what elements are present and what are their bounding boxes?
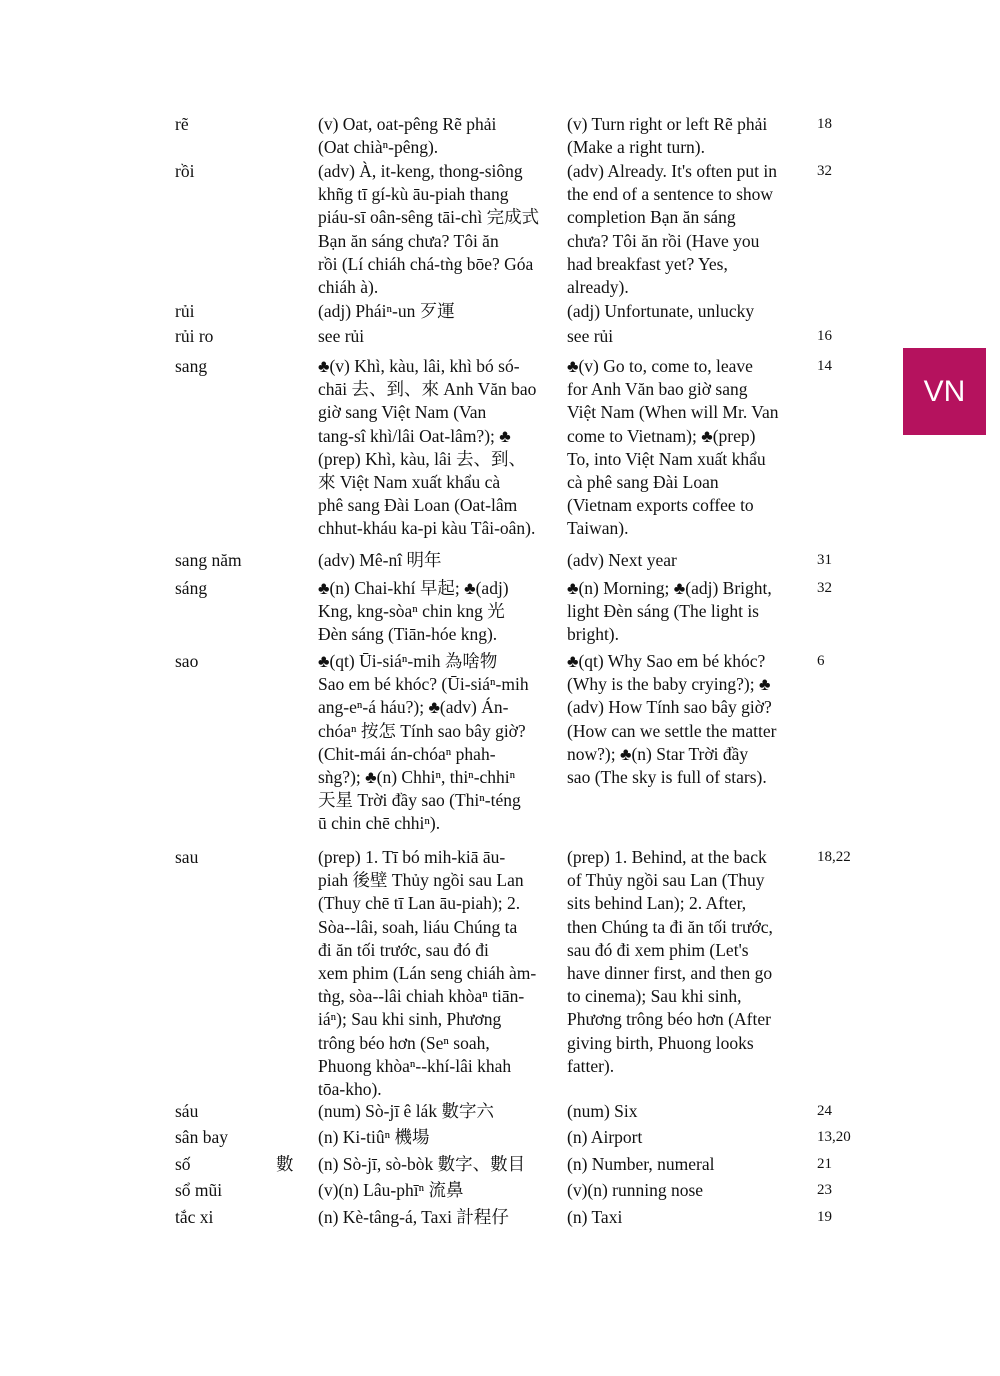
definition-line: Phương trông béo hơn (After <box>567 1009 771 1030</box>
definition-line: (adv) Already. It's often put in <box>567 161 778 181</box>
definition-line: trông béo hơn (Seⁿ soah, <box>318 1032 490 1053</box>
language-section-tab <box>903 348 986 435</box>
definition-line: (prep) 1. Tī bó mih-kiā āu- <box>318 847 506 867</box>
headword: sáng <box>175 578 208 598</box>
definition-line: (adv) À, it-keng, thong-siông <box>318 161 523 181</box>
page-reference: 23 <box>817 1182 832 1198</box>
definition-line: to cinema); Sau khi sinh, <box>567 986 742 1007</box>
definition-line: (How can we settle the matter <box>567 720 777 741</box>
definition-line: sao (The sky is full of stars). <box>567 767 767 788</box>
definition-line: (v)(n) running nose <box>567 1180 704 1200</box>
definition-line: 天星 Trời đầy sao (Thiⁿ-téng <box>318 790 521 811</box>
page-reference: 14 <box>817 358 832 374</box>
definition-line: (adv) Mê-nî 明年 <box>318 550 442 570</box>
taiwanese-definition <box>318 1153 554 1176</box>
definition-line: chưa? Tôi ăn rồi (Have you <box>567 230 760 251</box>
definition-line: Đèn sáng (Tiān-hóe kng). <box>318 624 498 645</box>
definition-line: Taiwan). <box>567 518 629 539</box>
english-definition <box>567 1206 812 1229</box>
definition-line: light Đèn sáng (The light is <box>567 601 759 622</box>
definition-line: chiáh à). <box>318 277 379 298</box>
definition-line: of Thủy ngồi sau Lan (Thuy <box>567 870 765 891</box>
headword: sáu <box>175 1101 199 1121</box>
taiwanese-definition <box>318 1206 554 1229</box>
definition-line: (v) Turn right or left Rẽ phải <box>567 114 768 134</box>
definition-line: ♣(v) Khì, kàu, lâi, khì bó só- <box>318 356 520 376</box>
definition-line: see rủi <box>567 326 614 346</box>
headword: sổ mũi <box>175 1180 223 1200</box>
english-definition <box>567 1100 812 1123</box>
definition-line: ū chin chē chhiⁿ). <box>318 813 441 834</box>
definition-line: ♣(n) Chai-khí 早起; ♣(adj) <box>318 578 509 598</box>
definition-line: Sao em bé khóc? (Ūi-siáⁿ-mih <box>318 674 529 695</box>
definition-line: (n) Ki-tiûⁿ 機場 <box>318 1127 430 1147</box>
english-definition <box>567 1126 812 1149</box>
definition-line: cà phê sang Đài Loan <box>567 472 719 493</box>
definition-line: (prep) Khì, kàu, lâi 去、到、 <box>318 448 527 469</box>
definition-line: giving birth, Phuong looks <box>567 1032 754 1053</box>
english-definition <box>567 846 812 1078</box>
taiwanese-definition <box>318 1100 554 1123</box>
page-reference: 24 <box>817 1103 832 1119</box>
definition-line: (adv) Next year <box>567 550 677 570</box>
page-reference: 21 <box>817 1156 832 1172</box>
definition-line: ♣(v) Go to, come to, leave <box>567 356 753 376</box>
definition-line: (v) Oat, oat-pêng Rẽ phải <box>318 114 497 134</box>
definition-line: tǹg, sòa--lâi chiah khòaⁿ tiān- <box>318 986 525 1007</box>
definition-line: sau đó đi xem phim (Let's <box>567 939 749 960</box>
english-definition <box>567 113 812 159</box>
definition-line: rồi (Lí chiáh chá-tǹg bōe? Góa <box>318 253 534 274</box>
definition-line: (n) Kè-tâng-á, Taxi 計程仔 <box>318 1207 509 1227</box>
definition-line: Kng, kng-sòaⁿ chin kng 光 <box>318 601 505 622</box>
definition-line: (n) Number, numeral <box>567 1154 715 1174</box>
definition-line: sǹg?); ♣(n) Chhiⁿ, thiⁿ-chhiⁿ <box>318 767 516 788</box>
definition-line: (prep) 1. Behind, at the back <box>567 847 767 867</box>
definition-line: tang-sî khì/lâi Oat-lâm?); ♣ <box>318 425 511 446</box>
english-definition <box>567 577 812 647</box>
headword: sau <box>175 847 199 867</box>
english-definition <box>567 355 812 541</box>
definition-line: Việt Nam (When will Mr. Van <box>567 402 779 423</box>
taiwanese-definition <box>318 300 554 323</box>
page-reference: 13,20 <box>817 1129 851 1145</box>
definition-line: come to Vietnam); ♣(prep) <box>567 425 756 446</box>
page-reference: 19 <box>817 1209 832 1225</box>
taiwanese-definition <box>318 113 554 159</box>
definition-line: (Oat chiàⁿ-pêng). <box>318 137 439 158</box>
taiwanese-definition <box>318 650 554 836</box>
definition-line: bright). <box>567 624 620 645</box>
headword: rủi <box>175 301 195 321</box>
taiwanese-definition <box>318 577 554 647</box>
headword: số <box>175 1154 191 1174</box>
english-definition <box>567 1179 812 1202</box>
kanji: 數 <box>276 1154 294 1174</box>
definition-line: sits behind Lan); 2. After, <box>567 893 747 914</box>
headword: sang <box>175 356 208 376</box>
definition-line: (n) Taxi <box>567 1207 623 1227</box>
english-definition <box>567 300 812 323</box>
definition-line: ang-eⁿ-á háu?); ♣(adv) Án- <box>318 697 509 718</box>
definition-line: iáⁿ); Sau khi sinh, Phương <box>318 1009 502 1030</box>
definition-line: (num) Six <box>567 1101 638 1121</box>
definition-line: (adj) Pháiⁿ-un 歹運 <box>318 301 455 321</box>
definition-line: fatter). <box>567 1055 615 1076</box>
definition-line: 來 Việt Nam xuất khẩu cà <box>318 472 501 493</box>
language-section-label: VN <box>923 374 966 408</box>
definition-line: ♣(n) Morning; ♣(adj) Bright, <box>567 578 772 598</box>
headword: tắc xi <box>175 1207 214 1227</box>
definition-line: Sòa--lâi, soah, liáu Chúng ta <box>318 916 518 937</box>
english-definition <box>567 160 812 299</box>
definition-line: ♣(qt) Why Sao em bé khóc? <box>567 651 766 671</box>
definition-line: chāi 去、到、來 Anh Văn bao <box>318 379 537 400</box>
definition-line: piáu-sī oân-sêng tāi-chì 完成式 <box>318 207 540 228</box>
taiwanese-definition <box>318 549 554 572</box>
definition-line: (Make a right turn). <box>567 137 706 158</box>
taiwanese-definition <box>318 160 554 299</box>
definition-line: have dinner first, and then go <box>567 963 773 984</box>
definition-line: now?); ♣(n) Star Trời đầy <box>567 743 749 764</box>
definition-line: completion Bạn ăn sáng <box>567 207 736 228</box>
taiwanese-definition <box>318 1179 554 1202</box>
definition-line: for Anh Văn bao giờ sang <box>567 379 748 400</box>
definition-line: had breakfast yet? Yes, <box>567 253 728 274</box>
definition-line: (n) Airport <box>567 1127 643 1147</box>
english-definition <box>567 1153 812 1176</box>
page-reference: 18,22 <box>817 849 851 865</box>
page-reference: 32 <box>817 163 832 179</box>
definition-line: Bạn ăn sáng chưa? Tôi ăn <box>318 230 499 251</box>
definition-line: To, into Việt Nam xuất khẩu <box>567 448 766 469</box>
definition-line: khñg tī gí-kù āu-piah thang <box>318 184 509 205</box>
definition-line: see rủi <box>318 326 365 346</box>
headword: rẽ <box>175 114 189 134</box>
definition-line: chóaⁿ 按怎 Tính sao bây giờ? <box>318 720 526 741</box>
definition-line: chhut-kháu ka-pi kàu Tâi-oân). <box>318 518 536 539</box>
page-reference: 31 <box>817 552 832 568</box>
definition-line: the end of a sentence to show <box>567 184 774 205</box>
definition-line: ♣(qt) Ūi-siáⁿ-mih 為啥物 <box>318 651 498 671</box>
definition-line: đi ăn tối trước, sau đó đi <box>318 939 489 960</box>
definition-line: (n) Sò-jī, sò-bòk 數字、數目 <box>318 1154 526 1174</box>
definition-line: (num) Sò-jī ê lák 數字六 <box>318 1101 494 1121</box>
definition-line: (adj) Unfortunate, unlucky <box>567 301 755 321</box>
definition-line: (Why is the baby crying?); ♣ <box>567 674 771 695</box>
definition-line: tōa-kho). <box>318 1079 382 1100</box>
definition-line: phê sang Đài Loan (Oat-lâm <box>318 495 518 516</box>
taiwanese-definition <box>318 355 554 541</box>
definition-line: Phuong khòaⁿ--khí-lâi khah <box>318 1055 512 1076</box>
definition-line: (v)(n) Lâu-phīⁿ 流鼻 <box>318 1180 464 1200</box>
page-reference: 18 <box>817 116 832 132</box>
taiwanese-definition <box>318 325 554 348</box>
page-reference: 16 <box>817 328 832 344</box>
headword: sao <box>175 651 199 671</box>
definition-line: piah 後壁 Thủy ngồi sau Lan <box>318 870 524 891</box>
headword: sân bay <box>175 1127 228 1147</box>
english-definition <box>567 325 812 348</box>
taiwanese-definition <box>318 846 554 1101</box>
headword: sang năm <box>175 550 242 570</box>
taiwanese-definition <box>318 1126 554 1149</box>
definition-line: (adv) How Tính sao bây giờ? <box>567 697 772 718</box>
definition-line: then Chúng ta đi ăn tối trước, <box>567 916 773 937</box>
english-definition <box>567 549 812 572</box>
page-reference: 32 <box>817 580 832 596</box>
headword: rồi <box>175 161 195 181</box>
page-reference: 6 <box>817 653 825 669</box>
definition-line: (Chit-mái án-chóaⁿ phah- <box>318 743 496 764</box>
definition-line: (Thuy chē tī Lan āu-piah); 2. <box>318 893 521 914</box>
definition-line: xem phim (Lán seng chiáh àm- <box>318 963 537 984</box>
definition-line: (Vietnam exports coffee to <box>567 495 754 516</box>
headword: rủi ro <box>175 326 214 346</box>
definition-line: giờ sang Việt Nam (Van <box>318 402 487 423</box>
english-definition <box>567 650 812 789</box>
definition-line: already). <box>567 277 629 298</box>
